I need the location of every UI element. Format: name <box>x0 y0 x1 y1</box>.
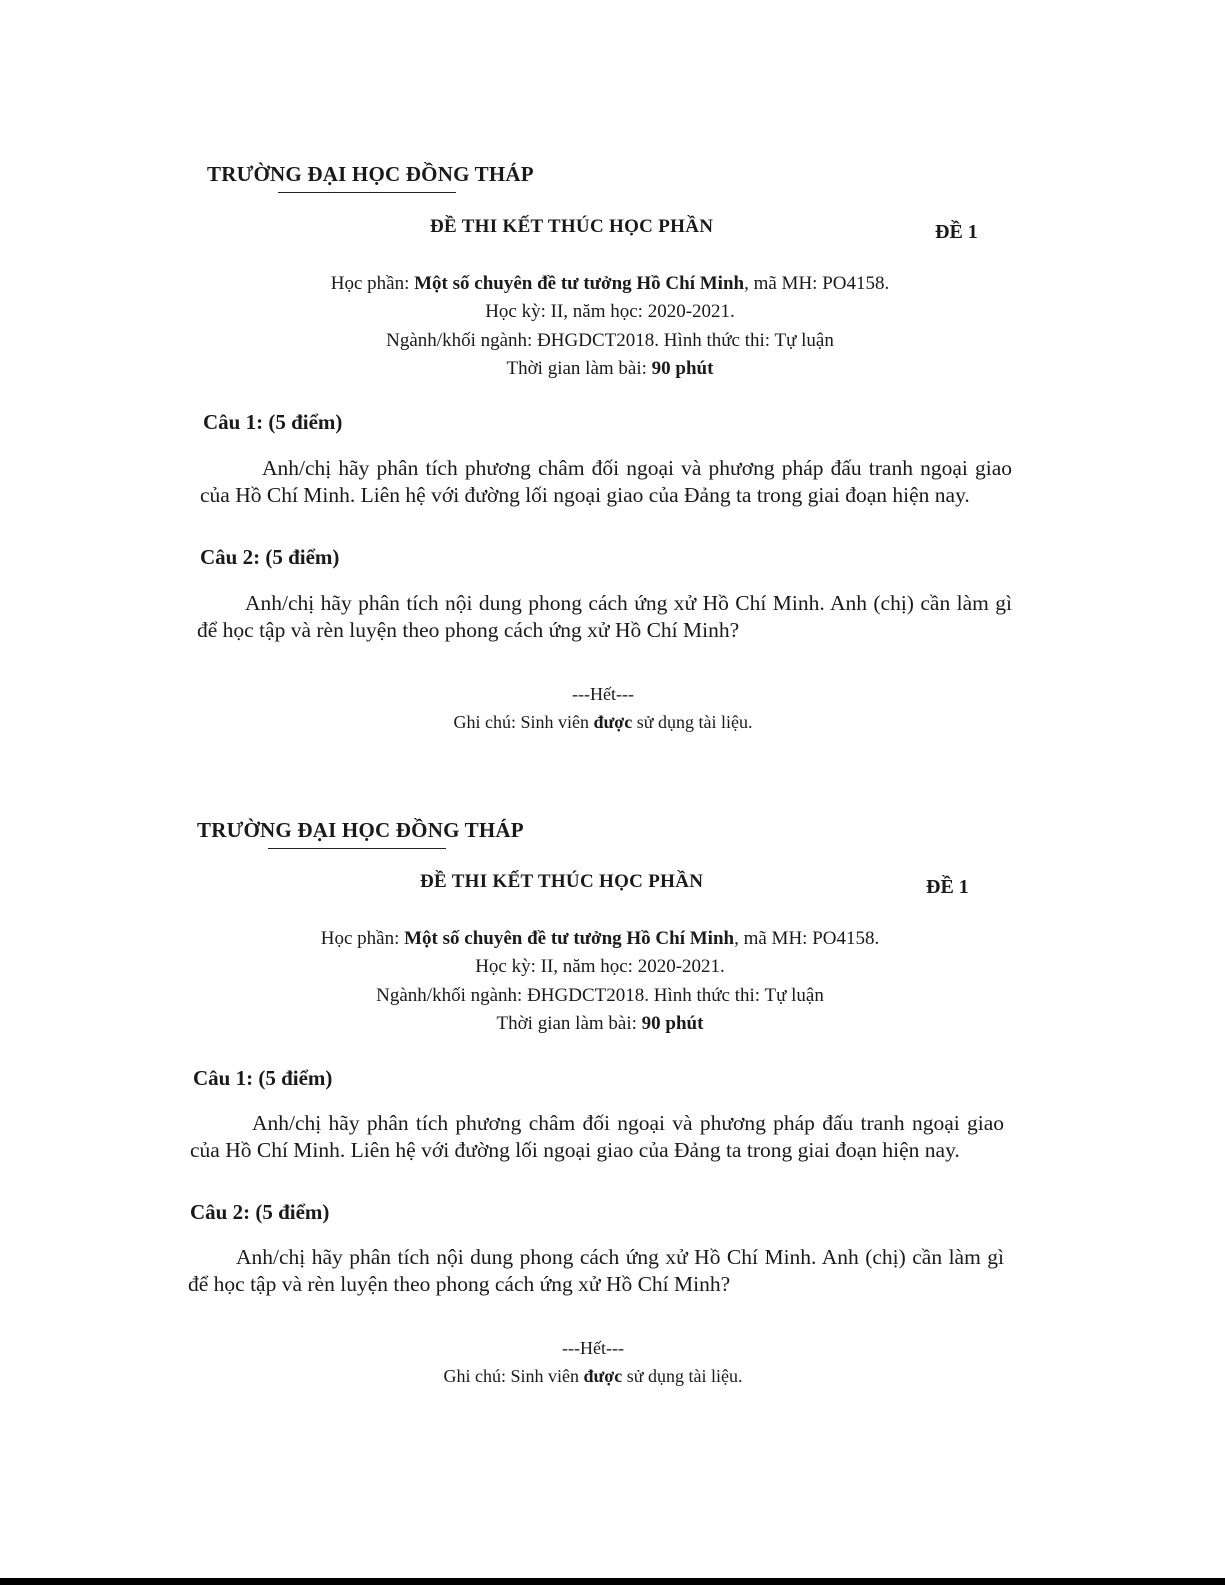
question-1-text: Anh/chị hãy phân tích phương châm đối ngoại và phương pháp đấu tranh ngoại giao của Hồ Chí Minh. Liên hệ với đường lối ngoại giao của Đảng ta trong giai đoạn hiện nay. <box>200 456 1012 507</box>
exam-note: Ghi chú: Sinh viên được sử dụng tài liệu. <box>443 1366 743 1386</box>
duration-value: 90 phút <box>641 1013 704 1034</box>
end-marker: ---Hết--- <box>572 684 634 704</box>
scan-bottom-edge <box>0 1578 1225 1585</box>
course-suffix: , mã MH: PO4158. <box>744 273 890 294</box>
end-marker: ---Hết--- <box>562 1338 624 1358</box>
school-name: TRƯỜNG ĐẠI HỌC ĐỒNG THÁP <box>197 818 524 842</box>
exam-code: ĐỀ 1 <box>935 221 978 243</box>
major-line: Ngành/khối ngành: ĐHGDCT2018. Hình thức thi: Tự luận <box>386 330 834 351</box>
course-name: Một số chuyên đề tư tưởng Hồ Chí Minh <box>414 273 745 294</box>
duration-line <box>200 1013 1000 1035</box>
course-name: Một số chuyên đề tư tưởng Hồ Chí Minh <box>404 928 735 949</box>
question-2-text: Anh/chị hãy phân tích nội dung phong cách ứng xử Hồ Chí Minh. Anh (chị) cần làm gì để học tập và rèn luyện theo phong cách ứng xử Hồ Chí Minh? <box>188 1245 1004 1296</box>
question-2-heading: Câu 2: (5 điểm) <box>200 545 340 569</box>
question-2-text: Anh/chị hãy phân tích nội dung phong cách ứng xử Hồ Chí Minh. Anh (chị) cần làm gì để học tập và rèn luyện theo phong cách ứng xử Hồ Chí Minh? <box>197 591 1012 642</box>
exam-code: ĐỀ 1 <box>926 876 969 898</box>
course-suffix: , mã MH: PO4158. <box>734 928 880 949</box>
semester-line: Học kỳ: II, năm học: 2020-2021. <box>485 301 735 322</box>
course-line <box>200 928 1000 950</box>
question-1-text: Anh/chị hãy phân tích phương châm đối ngoại và phương pháp đấu tranh ngoại giao của Hồ Chí Minh. Liên hệ với đường lối ngoại giao của Đảng ta trong giai đoạn hiện nay. <box>190 1111 1004 1162</box>
school-underline <box>278 192 456 193</box>
question-1-heading: Câu 1: (5 điểm) <box>203 410 343 434</box>
exam-note: Ghi chú: Sinh viên được sử dụng tài liệu. <box>453 712 753 732</box>
course-prefix: Học phần: <box>320 928 405 949</box>
course-line <box>210 273 1010 295</box>
duration-value: 90 phút <box>651 358 714 379</box>
exam-title: ĐỀ THI KẾT THÚC HỌC PHẦN <box>430 216 714 237</box>
semester-line: Học kỳ: II, năm học: 2020-2021. <box>475 956 725 977</box>
exam-title: ĐỀ THI KẾT THÚC HỌC PHẦN <box>420 871 704 892</box>
major-line: Ngành/khối ngành: ĐHGDCT2018. Hình thức thi: Tự luận <box>376 985 824 1006</box>
school-underline <box>268 848 446 849</box>
duration-prefix: Thời gian làm bài: <box>506 358 652 379</box>
duration-line <box>210 358 1010 380</box>
course-prefix: Học phần: <box>330 273 415 294</box>
question-1-heading: Câu 1: (5 điểm) <box>193 1066 333 1090</box>
school-name: TRƯỜNG ĐẠI HỌC ĐỒNG THÁP <box>207 162 534 186</box>
question-2-heading: Câu 2: (5 điểm) <box>190 1200 330 1224</box>
duration-prefix: Thời gian làm bài: <box>496 1013 642 1034</box>
